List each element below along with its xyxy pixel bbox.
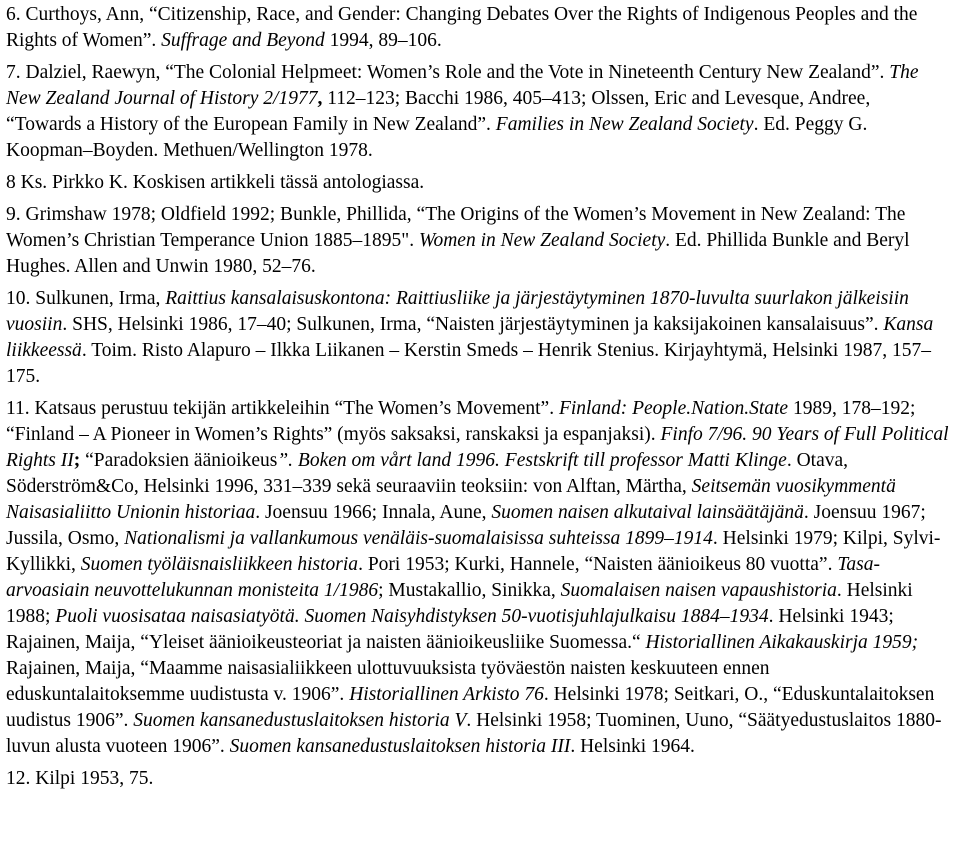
footnote-9-text-run: . Ed. Phillida Bunkle and Beryl Hughes. Allen and Unwin 1980, 52–76. (6, 230, 910, 277)
footnote-11-text-run: Rajainen, Maija, “Maamme naisasialiikkeen ulottuvuuksista työväestön naisten keskuuteen ennen eduskuntalaitoksemme uudistusta v. 1906”. (6, 658, 770, 705)
footnote-7-text-run: 7. Dalziel, Raewyn, “The Colonial Helpmeet: Women’s Role and the Vote in Nineteenth Century New Zealand”. (6, 62, 890, 83)
footnote-11-text-run: Historiallinen Arkisto 76 (349, 684, 544, 705)
footnote-9-text-run: 9. Grimshaw 1978; Oldfield 1992; Bunkle, Phillida, “The Origins of the Women’s Movement in New Zealand: The Women’s Christian Temperance Union 1885–1895". (6, 204, 906, 251)
footnote-11-text-run: 11. Katsaus perustuu tekijän artikkeleihin “The Women’s Movement”. (6, 398, 559, 419)
footnote-11-text-run: . Pori 1953; Kurki, Hannele, “Naisten äänioikeus 80 vuotta”. (358, 554, 838, 575)
footnote-11-text-run: . Helsinki 1978; Seitkari, O., “Eduskuntalaitoksen uudistus 1906”. (6, 684, 935, 731)
footnote-11-text-run: ; (73, 450, 86, 471)
footnote-11-text-run: Finfo 7/96. 90 Years of Full Political Rights II (6, 424, 949, 471)
footnote-11-text-run: ; Mustakallio, Sinikka, (378, 580, 561, 601)
footnote-11-text-run: . Joensuu 1967; Jussila, Osmo, (6, 502, 926, 549)
footnote-7 (6, 60, 950, 164)
footnote-6-text-run: Suffrage and Beyond (161, 30, 325, 51)
footnote-11-text-run: Historiallinen Aikakauskirja 1959; (645, 632, 919, 653)
footnote-11-text-run: . Helsinki 1943; Rajainen, Maija, “Yleiset äänioikeusteoriat ja naisten äänioikeusliike Suomessa.“ (6, 606, 894, 653)
footnote-11-text-run: Suomen työläisnaisliikkeen historia (80, 554, 359, 575)
footnote-7-text-run: The New Zealand Journal of History 2/1977 (6, 62, 919, 109)
footnote-11-text-run: . Otava, Söderström&Co, Helsinki 1996, 331–339 sekä seuraaviin teoksiin: von Alftan, Märtha, (6, 450, 849, 497)
footnote-11-text-run: Suomen kansanedustuslaitoksen historia V (133, 710, 467, 731)
footnote-7-text-run: . Ed. Peggy G. Koopman–Boyden. Methuen/Wellington 1978. (6, 114, 868, 161)
footnote-11-text-run: Finland: People.Nation.State (558, 398, 789, 419)
footnote-11-text-run: . Helsinki 1979; Kilpi, Sylvi-Kyllikki, (6, 528, 941, 575)
footnote-10-text-run: . Toim. Risto Alapuro – Ilkka Liikanen – Kerstin Smeds – Henrik Stenius. Kirjayhtymä, Helsinki 1987, 157–175. (6, 340, 931, 387)
footnote-10-text-run: 10. Sulkunen, Irma, (6, 288, 166, 309)
footnote-8 (6, 170, 950, 196)
footnote-10 (6, 286, 950, 390)
footnote-6 (6, 2, 950, 54)
footnote-6-text-run: 1994, 89–106. (324, 30, 442, 51)
footnote-11-text-run: Puoli vuosisataa naisasiatyötä. Suomen Naisyhdistyksen 50-vuotisjuhlajulkaisu 1884–1934 (55, 606, 769, 627)
footnote-7-text-run: Families in New Zealand Society (495, 114, 754, 135)
footnote-7-text-run: 112–123; Bacchi 1986, 405–413; Olssen, Eric and Levesque, Andree, “Towards a History of the European Family in New Zealand”. (6, 88, 871, 135)
footnote-11-text-run: 1989, 178–192; “Finland – A Pioneer in Women’s Rights” (myös saksaksi, ranskaksi ja espanjaksi). (6, 398, 916, 445)
footnote-8-text-run: 8 Ks. Pirkko K. Koskisen artikkeli tässä antologiassa. (6, 172, 425, 193)
footnote-11-text-run: . Joensuu 1966; Innala, Aune, (255, 502, 492, 523)
footnote-9 (6, 202, 950, 280)
footnote-11 (6, 396, 950, 760)
footnote-11-text-run: Suomen kansanedustuslaitoksen historia III (229, 736, 571, 757)
footnote-12 (6, 766, 950, 792)
footnote-11-text-run: Nationalismi ja vallankumous venäläis-suomalaisissa suhteissa 1899–1914 (124, 528, 713, 549)
footnote-11-text-run: “Paradoksien äänioikeus (85, 450, 278, 471)
footnote-11-text-run: . Helsinki 1964. (570, 736, 695, 757)
footnote-10-text-run: Raittius kansalaisuskontona: Raittiusliike ja järjestäytyminen 1870-luvulta suurlakon jälkeisiin vuosiin (6, 288, 909, 335)
footnote-11-text-run: . Helsinki 1958; Tuominen, Uuno, “Säätyedustuslaitos 1880-luvun alusta vuoteen 1906”. (6, 710, 942, 757)
footnote-11-text-run: ”. Boken om vårt land 1996. Festskrift till professor Matti Klinge (277, 450, 787, 471)
footnote-10-text-run: Kansa liikkeessä (6, 314, 934, 361)
footnote-6-text-run: 6. Curthoys, Ann, “Citizenship, Race, and Gender: Changing Debates Over the Rights of Indigenous Peoples and the Rights of Women”. (6, 4, 918, 51)
footnote-11-text-run: Tasa-arvoasiain neuvottelukunnan monisteita 1/1986 (6, 554, 880, 601)
footnote-11-text-run: Suomen naisen alkutaival lainsäätäjänä (491, 502, 804, 523)
footnote-7-text-run: , (317, 88, 328, 109)
footnote-11-text-run: . Helsinki 1988; (6, 580, 913, 627)
footnote-11-text-run: Seitsemän vuosikymmentä Naisasialiitto Unionin historiaa (6, 476, 896, 523)
footnote-9-text-run: Women in New Zealand Society (419, 230, 666, 251)
footnote-11-text-run: Suomalaisen naisen vapaushistoria (560, 580, 837, 601)
footnote-12-text-run: 12. Kilpi 1953, 75. (6, 768, 154, 789)
footnote-10-text-run: . SHS, Helsinki 1986, 17–40; Sulkunen, Irma, “Naisten järjestäytyminen ja kaksijakoinen kansalaisuus”. (62, 314, 884, 335)
